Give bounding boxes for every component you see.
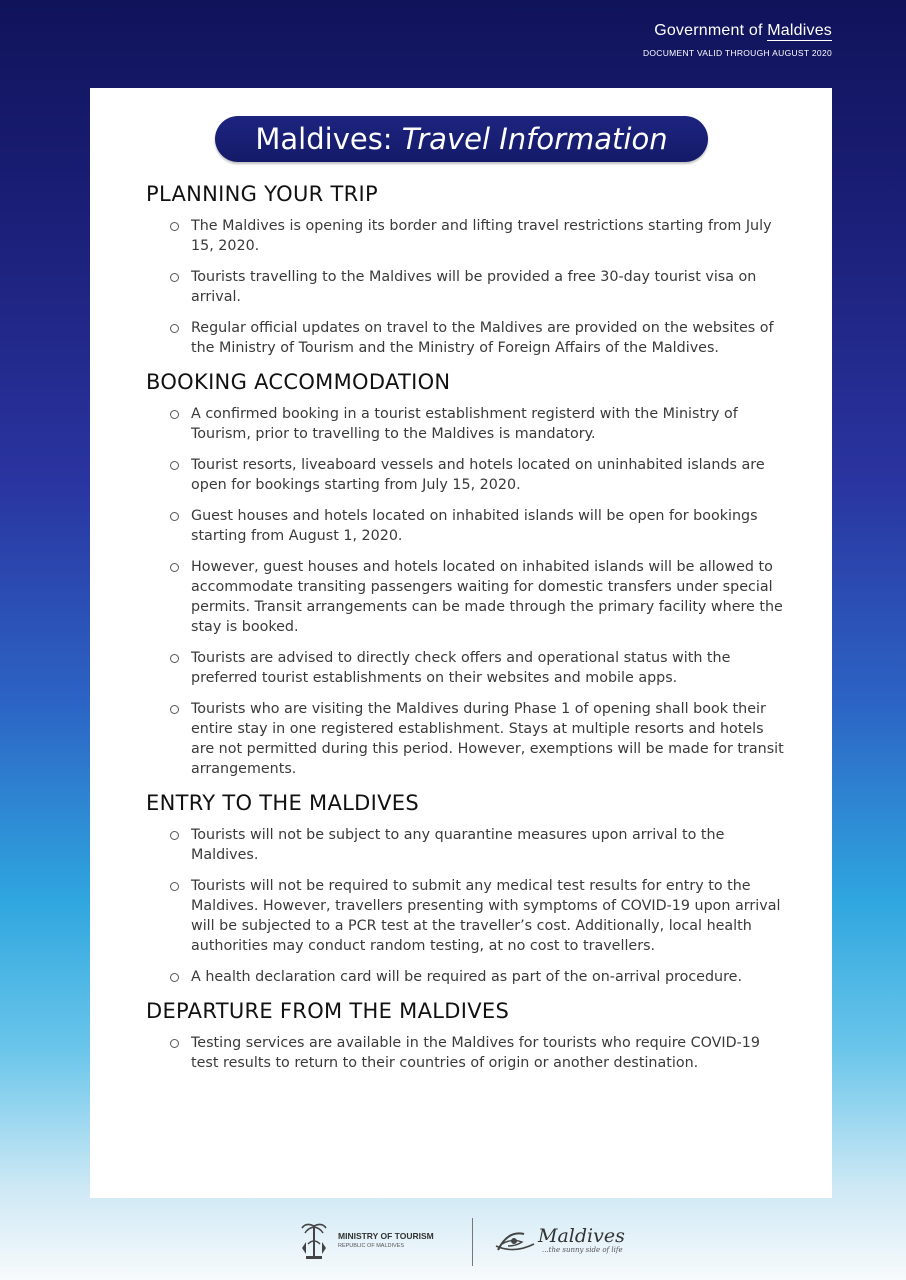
maldives-brand-logo [494,1224,625,1256]
brand-name: Maldives [538,1225,625,1247]
list-item [170,455,786,495]
bullet-list [146,216,786,358]
ministry-text [338,1231,434,1249]
content [146,182,786,1085]
ministry-logo [298,1218,434,1262]
banner-title-plain: Maldives: [255,122,402,156]
list-item [170,404,786,444]
section-entry [146,791,786,987]
circle-bullet-icon [170,512,179,521]
section-departure [146,999,786,1073]
sun-wave-logo-icon [494,1224,536,1256]
circle-bullet-icon [170,563,179,572]
list-item [170,648,786,688]
circle-bullet-icon [170,705,179,714]
item-text: Guest houses and hotels located on inhabited islands will be open for bookings starting from August 1, 2020. [191,508,758,544]
section-heading: ENTRY TO THE MALDIVES [146,791,419,815]
item-text: Tourist resorts, liveaboard vessels and hotels located on uninhabited islands are open for bookings starting from July 15, 2020. [191,457,765,493]
section-planning [146,182,786,358]
circle-bullet-icon [170,654,179,663]
bullet-list [146,404,786,779]
item-text: However, guest houses and hotels located on inhabited islands will be allowed to accommodate transiting passengers waiting for domestic transfers under special permits. Transit arrangements can be made through the primary facility where the stay is booked. [191,559,783,635]
title-banner [215,116,708,162]
list-item [170,876,786,956]
list-item [170,318,786,358]
circle-bullet-icon [170,410,179,419]
ministry-title: MINISTRY OF TOURISM [338,1231,434,1241]
list-item [170,699,786,779]
item-text: Tourists are advised to directly check offers and operational status with the preferred tourist establishments on their websites and mobile apps. [191,650,731,686]
item-text: Tourists who are visiting the Maldives during Phase 1 of opening shall book their entire stay in one registered establishment. Stays at multiple resorts and hotels are not permitted during this period. However, exemptions will be made for transit arrangements. [191,701,784,777]
circle-bullet-icon [170,273,179,282]
ministry-subtitle: REPUBLIC OF MALDIVES [338,1243,405,1249]
item-text: A confirmed booking in a tourist establishment registerd with the Ministry of Tourism, prior to travelling to the Maldives is mandatory. [191,406,738,442]
section-heading: DEPARTURE FROM THE MALDIVES [146,999,510,1023]
item-text: Tourists travelling to the Maldives will be provided a free 30-day tourist visa on arrival. [191,269,757,305]
section-heading: PLANNING YOUR TRIP [146,182,379,206]
list-item [170,216,786,256]
footer [0,1218,906,1274]
list-item [170,1033,786,1073]
section-booking [146,370,786,779]
section-heading: BOOKING ACCOMMODATION [146,370,451,394]
footer-divider [472,1218,473,1266]
circle-bullet-icon [170,324,179,333]
list-item [170,825,786,865]
bullet-list [146,1033,786,1073]
item-text: The Maldives is opening its border and lifting travel restrictions starting from July 15, 2020. [191,218,772,254]
item-text: Regular official updates on travel to the Maldives are provided on the websites of the Ministry of Tourism and the Ministry of Foreign Affairs of the Maldives. [191,320,774,356]
bullet-list [146,825,786,987]
list-item [170,967,786,987]
item-text: Testing services are available in the Maldives for tourists who require COVID-19 test results to return to their countries of origin or another destination. [191,1035,760,1071]
item-text: Tourists will not be required to submit any medical test results for entry to the Maldives. However, travellers presenting with symptoms of COVID-19 upon arrival will be subjected to a PCR test at the traveller’s cost. Additionally, local health authorities may conduct random testing, at no cost to travellers. [191,878,781,954]
list-item [170,506,786,546]
document-header [643,22,832,58]
info-sheet [90,88,832,1198]
circle-bullet-icon [170,461,179,470]
brand-tagline: ...the sunny side of life [542,1246,623,1254]
list-item [170,557,786,637]
banner-title-italic: Travel Information [401,122,668,156]
government-title [643,22,832,40]
item-text: A health declaration card will be required as part of the on-arrival procedure. [191,969,743,985]
circle-bullet-icon [170,882,179,891]
brand-text [538,1226,625,1254]
gov-country: Maldives [767,22,832,39]
item-text: Tourists will not be subject to any quarantine measures upon arrival to the Maldives. [191,827,725,863]
gov-prefix: Government of [654,22,768,39]
validity-note: DOCUMENT VALID THROUGH AUGUST 2020 [642,48,832,58]
circle-bullet-icon [170,831,179,840]
state-emblem-icon [298,1218,330,1262]
circle-bullet-icon [170,222,179,231]
circle-bullet-icon [170,973,179,982]
list-item [170,267,786,307]
circle-bullet-icon [170,1039,179,1048]
